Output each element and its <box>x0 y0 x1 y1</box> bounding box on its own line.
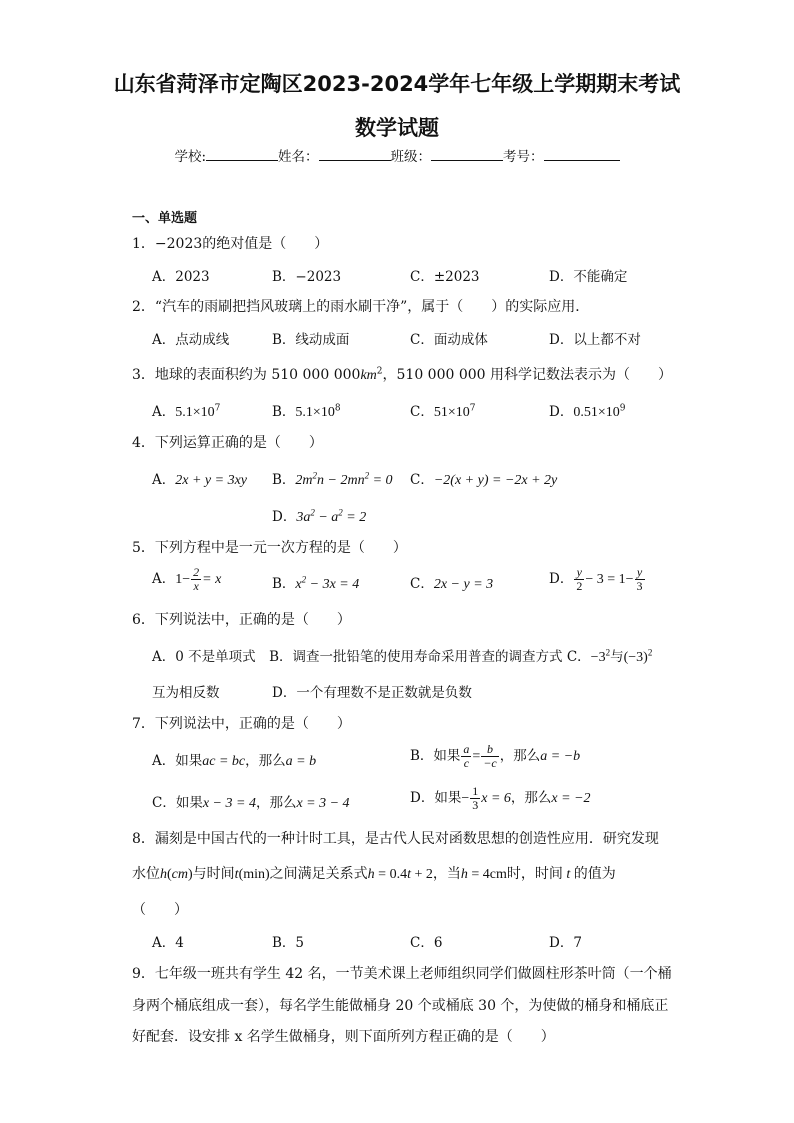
school-label: 学校: <box>174 149 207 165</box>
q8-option-d[interactable]: D．7 <box>549 935 582 951</box>
question-9-line3: 好配套．设安排 x 名学生做桶身，则下面所列方程正确的是（ ） <box>132 1029 555 1045</box>
class-blank[interactable] <box>431 147 503 161</box>
q5-option-b[interactable]: B．$x^2 - 3x = 4$ <box>272 574 360 592</box>
q6-options-line1[interactable]: A．0 不是单项式 B．调查一批铅笔的使用寿命采用普查的调查方式 C．$-3^2$与$(-3)^2$ <box>152 647 653 665</box>
exam-subtitle: 数学试题 <box>355 116 439 140</box>
q7-option-d[interactable]: D．如果− $\frac{1}{3}$ x = 6，那么x = −2 <box>410 784 591 812</box>
q7-option-c[interactable]: C．如果x − 3 = 4，那么x = 3 − 4 <box>152 795 350 811</box>
q2-option-d[interactable]: D．以上都不对 <box>549 332 641 348</box>
school-blank[interactable] <box>206 147 278 161</box>
q6-option-c-tail[interactable]: 互为相反数 <box>152 685 220 701</box>
question-9-line2: 身两个桶底组成一套），每名学生能做桶身 20 个或桶底 30 个，为使做的桶身和桶底正 <box>132 998 669 1014</box>
question-3-stem: 3．地球的表面积约为 510 000 $000km^2$，510 000 000 用科学记数法表示为（ ） <box>132 366 673 383</box>
q4-option-b[interactable]: B．$2m^2n - 2mn^2 = 0$ <box>272 470 393 488</box>
q5-option-c[interactable]: C．2x − y = 3 <box>410 576 494 592</box>
number-label: 考号： <box>503 149 544 165</box>
question-9-line1: 9．七年级一班共有学生 42 名，一节美术课上老师组织同学们做圆柱形茶叶筒（一个桶 <box>132 966 672 982</box>
question-7-stem: 7．下列说法中，正确的是（ ） <box>132 716 351 732</box>
number-blank[interactable] <box>544 147 620 161</box>
name-label: 姓名： <box>278 149 319 165</box>
q3-option-c[interactable]: C．$51\times 10^7$ <box>410 403 476 420</box>
q4-option-d[interactable]: D．$3a^2 - a^2 = 2$ <box>272 507 367 525</box>
q1-option-b[interactable]: B．−2023 <box>272 269 342 285</box>
student-info-line <box>0 145 794 165</box>
question-2-stem: 2．“汽车的雨刷把挡风玻璃上的雨水刷干净”，属于（ ）的实际应用． <box>132 299 590 315</box>
q2-option-b[interactable]: B．线动成面 <box>272 332 350 348</box>
question-6-stem: 6．下列说法中，正确的是（ ） <box>132 612 351 628</box>
q1-option-c[interactable]: C．±2023 <box>410 269 480 285</box>
question-8-line1: 8．漏刻是中国古代的一种计时工具，是古代人民对函数思想的创造性应用．研究发现 <box>132 831 659 847</box>
q5-option-d[interactable]: D． $\frac{y}{2}$ − 3 = 1− $\frac{y}{3}$ <box>549 565 643 593</box>
q8-option-a[interactable]: A．4 <box>152 935 184 951</box>
q3-option-b[interactable]: B．$5.1\times 10^8$ <box>272 403 341 420</box>
q3-option-a[interactable]: A．$5.1\times 10^7$ <box>152 403 221 420</box>
q2-option-a[interactable]: A．点动成线 <box>152 332 230 348</box>
q1-option-d[interactable]: D．不能确定 <box>549 269 628 285</box>
q7-option-a[interactable]: A．如果ac = bc，那么a = b <box>152 753 317 769</box>
q2-option-c[interactable]: C．面动成体 <box>410 332 488 348</box>
q6-option-d[interactable]: D．一个有理数不是正数就是负数 <box>272 685 472 701</box>
question-4-stem: 4．下列运算正确的是（ ） <box>132 435 323 451</box>
question-8-line2: 水位h(cm)与时间t(min)之间满足关系式h = 0.4t + 2，当h = 4cm时，时间 t 的值为 <box>132 866 616 882</box>
class-label: 班级： <box>390 149 432 165</box>
q5-option-a[interactable]: A．1− $\frac{2}{x}$ = x <box>152 565 222 593</box>
q8-option-c[interactable]: C．6 <box>410 935 443 951</box>
question-8-line3: （ ） <box>132 902 188 918</box>
name-blank[interactable] <box>319 147 391 161</box>
question-1-stem: 1．−2023的绝对值是（ ） <box>132 236 329 252</box>
q7-option-b[interactable]: B．如果 $\frac{a}{c}$ = $\frac{b}{-c}$ ，那么a = −b <box>410 742 581 770</box>
q4-option-a[interactable]: A．2x + y = 3xy <box>152 472 247 488</box>
section-title: 一、单选题 <box>132 211 198 226</box>
q8-option-b[interactable]: B．5 <box>272 935 305 951</box>
q3-option-d[interactable]: D．$0.51\times 10^9$ <box>549 403 626 420</box>
exam-title: 山东省菏泽市定陶区2023-2024学年七年级上学期期末考试 <box>113 72 681 96</box>
q4-option-c[interactable]: C．−2(x + y) = −2x + 2y <box>410 472 558 488</box>
q1-option-a[interactable]: A．2023 <box>152 269 210 285</box>
question-5-stem: 5．下列方程中是一元一次方程的是（ ） <box>132 540 407 556</box>
